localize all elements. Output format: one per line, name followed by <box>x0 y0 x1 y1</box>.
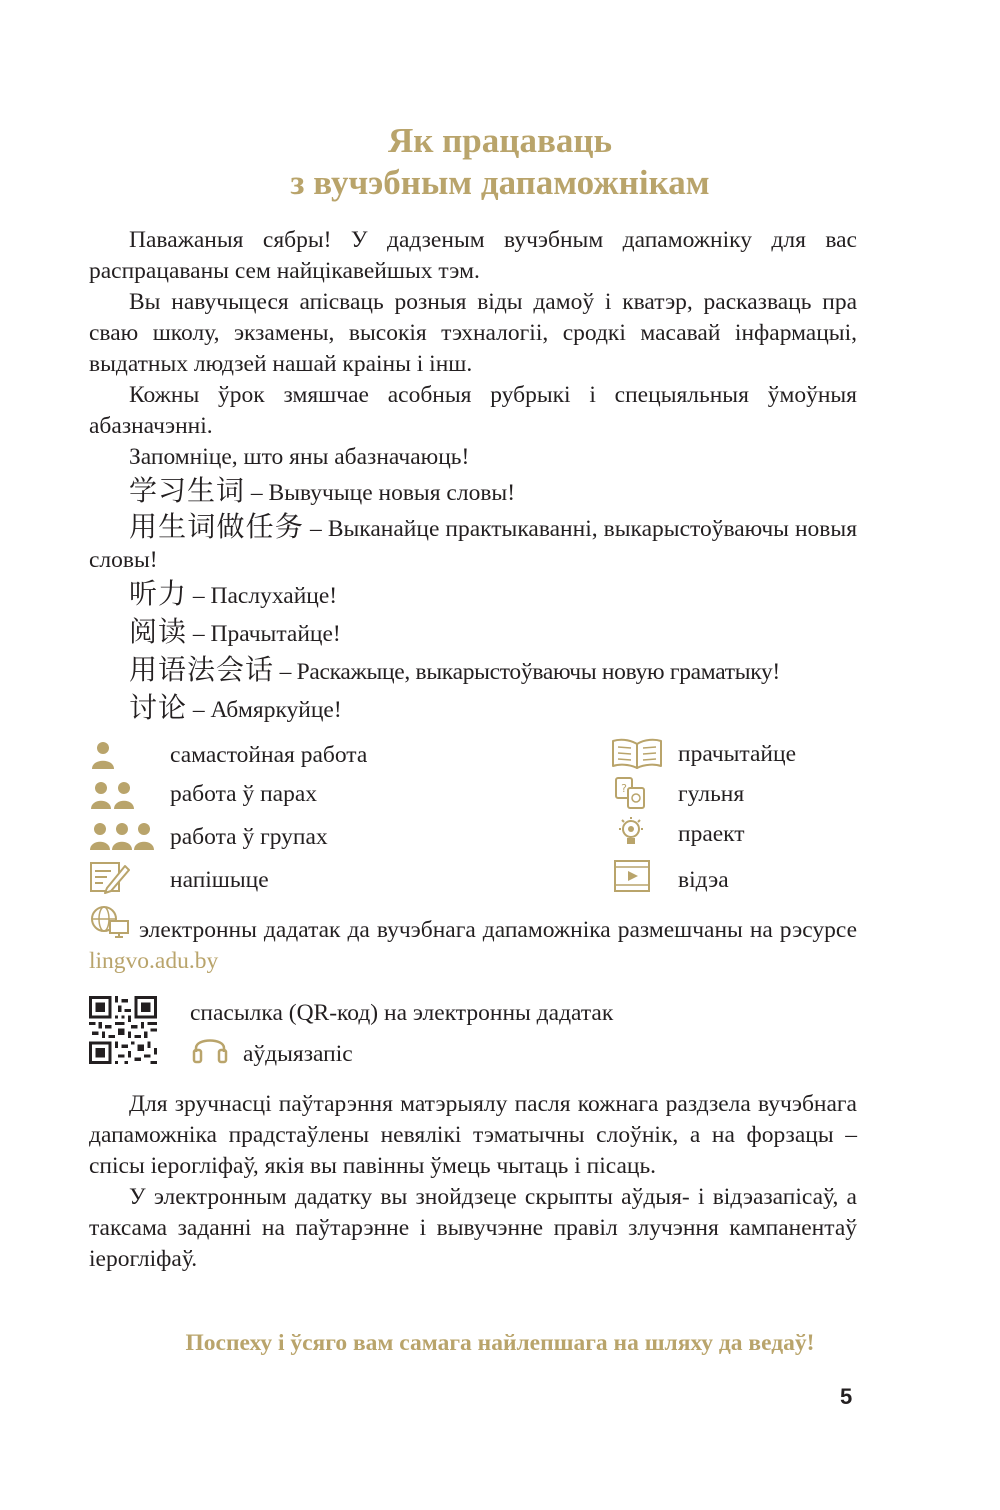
rubric-text: – Выканайце практыкаванні, выкарыстоўваючы новыя словы! <box>89 516 858 573</box>
svg-text:?: ? <box>621 782 627 795</box>
headphones-icon <box>192 1032 228 1064</box>
page-title <box>0 120 1000 204</box>
rubric-listening <box>89 576 857 614</box>
video-icon <box>614 860 650 892</box>
page-number: 5 <box>840 1384 853 1409</box>
intro-paragraph-4: Запомніце, што яны абазначаюць! <box>129 444 470 470</box>
audio-label: аўдыязапіс <box>243 1041 353 1067</box>
rubric-hanzi: 学习生词 <box>129 474 246 507</box>
page-title-line-1: Як працаваць <box>387 121 613 160</box>
rubric-text: – Вывучыце новыя словы! <box>250 480 516 506</box>
rubric-text: – Раскажыце, выкарыстоўваючы новую граматыку! <box>279 659 780 685</box>
legend-read: прачытайце <box>678 741 796 767</box>
rubric-reading <box>89 614 857 652</box>
legend-pair-work: работа ў парах <box>170 781 318 807</box>
rubric-discussion <box>89 690 857 728</box>
rubric-text: – Прачытайце! <box>192 621 341 647</box>
closing-wish: Поспеху і ўсяго вам самага найлепшага на шляху да ведаў! <box>185 1330 815 1356</box>
qr-code-label: спасылка (QR-код) на электронны дадатак <box>190 1000 614 1026</box>
legend-group-work: работа ў групах <box>170 824 328 850</box>
qr-code[interactable] <box>89 996 157 1064</box>
page-title-line-2: з вучэбным дапаможнікам <box>290 163 710 202</box>
intro-paragraph-1: Паважаныя сябры! У дадзеным вучэбным дапаможніку для вас распрацаваны сем найцікавейшых тэм. <box>89 227 857 284</box>
rubric-hanzi: 用语法会话 <box>129 653 275 686</box>
legend-project: праект <box>678 821 745 847</box>
electronic-supplement-text: электронны дадатак да вучэбнага дапаможніка размешчаны на рэсурсе <box>139 917 857 943</box>
legend-individual-work: самастойная работа <box>170 742 368 768</box>
legend-video: відэа <box>678 867 729 893</box>
rubric-text: – Паслухайце! <box>192 583 338 609</box>
rubric-use-words <box>89 511 857 576</box>
pair-icon <box>90 780 136 810</box>
closing-paragraph-2: У электронным дадатку вы знойдзеце скрыпты аўдыя- і відэазапісаў, а таксама заданні на паўтарэнне і вывучэнне правіл злучэння кампанентаў іерогліфаў. <box>89 1184 857 1272</box>
rubric-hanzi: 讨论 <box>129 691 188 724</box>
electronic-supplement <box>89 915 857 977</box>
rubric-grammar-talk <box>89 652 857 690</box>
closing-paragraph-1: Для зручнасці паўтарэння матэрыялу пасля кожнага раздзела вучэбнага дапаможніка прадстаўлены невялікі тэматычны слоўнік, а на форзацы – спісы іерогліфаў, якія вы павінны ўмець чытаць і пісаць. <box>89 1091 857 1179</box>
intro-section <box>89 225 857 728</box>
legend-write: напішыце <box>170 867 269 893</box>
book-icon <box>611 738 663 770</box>
rubric-hanzi: 听力 <box>129 577 188 610</box>
rubric-learn-words <box>89 473 857 511</box>
rubric-text: – Абмяркуйце! <box>192 697 342 723</box>
cards-icon <box>614 776 648 810</box>
intro-paragraph-2: Вы навучыцеся апісваць розныя віды дамоў і кватэр, расказваць пра сваю школу, экзамены, высокія тэхналогіі, сродкі масавай інфармацыі, выдатных людзей нашай краіны і інш. <box>89 289 857 377</box>
lightbulb-gear-icon <box>614 816 648 850</box>
lingvo-link[interactable]: lingvo.adu.by <box>89 948 219 974</box>
pencil-write-icon <box>89 860 131 894</box>
rubric-hanzi: 用生词做任务 <box>129 510 304 543</box>
closing-section <box>89 1089 857 1275</box>
group-icon <box>90 821 154 851</box>
person-icon <box>90 740 120 770</box>
intro-paragraph-3: Кожны ўрок змяшчае асобныя рубрыкі і спецыяльныя ўмоўныя абазначэнні. <box>89 382 857 439</box>
legend-game: гульня <box>678 781 745 807</box>
rubric-hanzi: 阅读 <box>129 615 188 648</box>
